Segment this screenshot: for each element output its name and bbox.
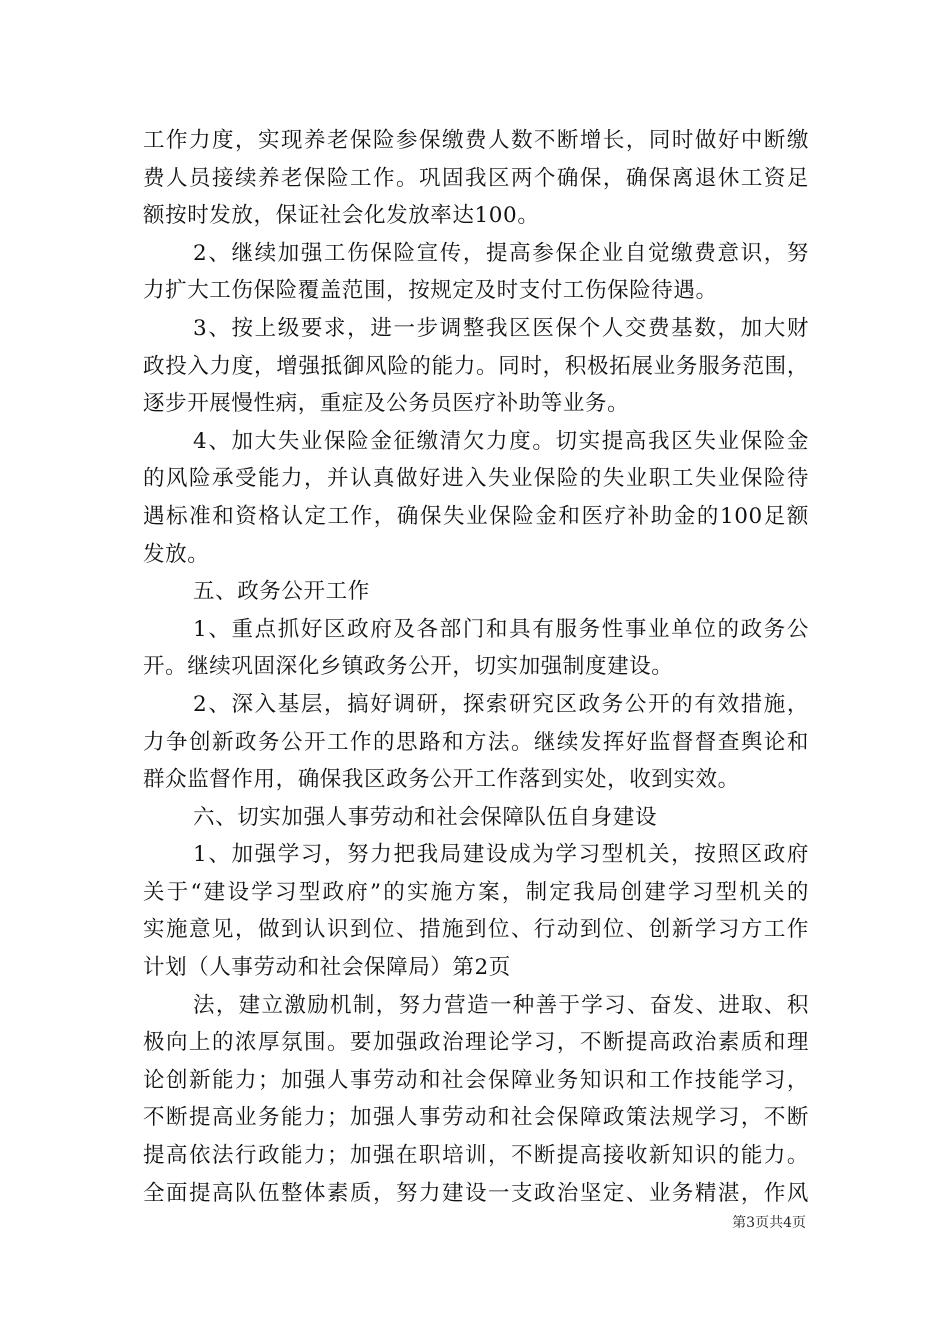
text-line: 不断提高业务能力；加强人事劳动和社会保障政策法规学习，不断 bbox=[143, 1105, 809, 1131]
text-line: 法，建立激励机制，努力营造一种善于学习、奋发、进取、积 bbox=[193, 992, 809, 1018]
text-line: 计划（人事劳动和社会保障局）第2页 bbox=[143, 955, 511, 981]
text-line: 遇标准和资格认定工作，确保失业保险金和医疗补助金的100足额 bbox=[143, 503, 809, 529]
text-line: 的风险承受能力，并认真做好进入失业保险的失业职工失业保险待 bbox=[143, 466, 809, 492]
text-line: 政投入力度，增强抵御风险的能力。同时，积极拓展业务服务范围， bbox=[143, 353, 809, 379]
text-line: 力争创新政务公开工作的思路和方法。继续发挥好监督督查舆论和 bbox=[143, 729, 809, 755]
text-line: 逐步开展慢性病，重症及公务员医疗补助等业务。 bbox=[143, 391, 630, 417]
text-line: 费人员接续养老保险工作。巩固我区两个确保，确保离退休工资足 bbox=[143, 165, 809, 191]
text-line: 1、重点抓好区政府及各部门和具有服务性事业单位的政务公 bbox=[193, 616, 809, 642]
text-line: 提高依法行政能力；加强在职培训，不断提高接收新知识的能力。 bbox=[143, 1143, 809, 1169]
section-heading: 六、切实加强人事劳动和社会保障队伍自身建设 bbox=[193, 804, 658, 830]
text-line: 开。继续巩固深化乡镇政务公开，切实加强制度建设。 bbox=[143, 654, 674, 680]
text-line: 2、继续加强工伤保险宣传，提高参保企业自觉缴费意识，努 bbox=[193, 240, 809, 266]
text-line: 论创新能力；加强人事劳动和社会保障业务知识和工作技能学习， bbox=[143, 1067, 809, 1093]
page-number-footer: 第3页共4页 bbox=[732, 1215, 806, 1231]
text-line: 额按时发放，保证社会化发放率达100。 bbox=[143, 203, 540, 229]
text-line: 工作力度，实现养老保险参保缴费人数不断增长，同时做好中断缴 bbox=[143, 128, 809, 153]
text-line: 关于“建设学习型政府”的实施方案，制定我局创建学习型机关的 bbox=[143, 879, 809, 905]
text-line: 极向上的浓厚氛围。要加强政治理论学习，不断提高政治素质和理 bbox=[143, 1030, 809, 1056]
text-line: 1、加强学习，努力把我局建设成为学习型机关，按照区政府 bbox=[193, 842, 809, 868]
text-line: 4、加大失业保险金征缴清欠力度。切实提高我区失业保险金 bbox=[193, 428, 809, 454]
text-line: 实施意见，做到认识到位、措施到位、行动到位、创新学习方工作 bbox=[143, 917, 809, 943]
text-line: 群众监督作用，确保我区政务公开工作落到实处，收到实效。 bbox=[143, 767, 740, 793]
text-line: 2、深入基层，搞好调研，探索研究区政务公开的有效措施， bbox=[193, 691, 809, 717]
text-line: 发放。 bbox=[143, 541, 210, 567]
section-heading: 五、政务公开工作 bbox=[193, 579, 370, 605]
text-line: 力扩大工伤保险覆盖范围，按规定及时支付工伤保险待遇。 bbox=[143, 278, 718, 304]
text-line: 全面提高队伍整体素质，努力建设一支政治坚定、业务精湛，作风 bbox=[143, 1180, 809, 1206]
text-line: 3、按上级要求，进一步调整我区医保个人交费基数，加大财 bbox=[193, 315, 809, 341]
document-body bbox=[143, 122, 809, 1212]
